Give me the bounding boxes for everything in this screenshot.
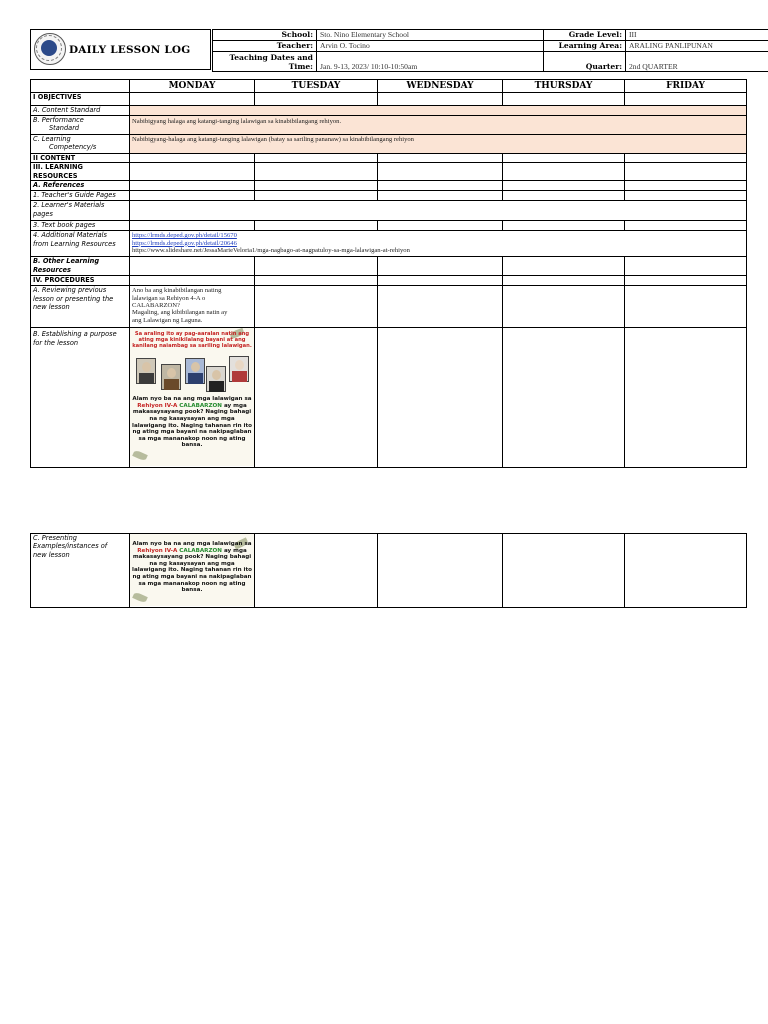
presenting-line-3: new lesson	[33, 550, 70, 559]
purpose-monday-cell	[130, 328, 255, 468]
collage-q-2c: ay mga	[223, 402, 247, 409]
collage2-q-8: bansa.	[181, 587, 203, 594]
teacher-guide-label: 1. Teacher's Guide Pages	[31, 191, 130, 201]
dates-label-line-2: Time:	[288, 61, 313, 71]
presenting-line-2: Examples/instances of	[33, 542, 108, 551]
other-resources-line-1: B. Other Learning	[33, 257, 100, 266]
row-learning-resources	[31, 163, 747, 181]
collage-q-5: lalawigang ito. Naging tahanan rin ito	[132, 422, 252, 429]
seal-center	[41, 40, 57, 56]
competency-label-line-2: Competency/s	[49, 143, 97, 152]
learner-materials-cell	[130, 201, 747, 221]
procedures-label: IV. PROCEDURES	[31, 276, 130, 286]
lesson-image-question	[130, 534, 254, 606]
row-performance-standard	[31, 116, 747, 135]
row-textbook	[31, 221, 747, 231]
leaf-decoration	[132, 450, 148, 462]
quarter-value: 2nd QUARTER	[626, 52, 768, 72]
lesson-log-table	[30, 79, 747, 468]
collage-q-3: makasaysayang pook? Naging bahagi	[132, 409, 252, 416]
collage2-q-3: makasaysayang pook? Naging bahagi	[132, 554, 252, 561]
row-establishing-purpose	[31, 328, 747, 468]
lrmds-link-1[interactable]: https://lrmds.deped.gov.ph/detail/15670	[132, 232, 237, 240]
other-resources-label	[31, 257, 130, 276]
purpose-label	[31, 328, 130, 468]
collage-heading-2: ating mga kinikilalang bayani at ang	[138, 337, 246, 344]
collage2-q-4: na ng kasaysayan ang mga	[149, 560, 235, 567]
learning-area-value: ARALING PANLIPUNAN	[626, 41, 768, 52]
presenting-monday-cell	[130, 534, 255, 608]
collage-q-2a: Rehiyon IV-A	[137, 402, 178, 409]
purpose-line-2: for the lesson	[33, 338, 79, 347]
dates-label-line-1: Teaching Dates and	[229, 52, 313, 62]
competency-label	[31, 135, 130, 154]
collage2-q-2c: ay mga	[223, 547, 247, 554]
objectives-label: I OBJECTIVES	[31, 93, 130, 106]
reviewing-monday-text	[130, 286, 255, 328]
collage2-q-2a: Rehiyon IV-A	[137, 547, 178, 554]
additional-materials-line-2: from Learning Resources	[33, 239, 116, 248]
row-teacher-guide	[31, 191, 747, 201]
header-row-school	[213, 30, 768, 41]
collage2-q-5: lalawigang ito. Naging tahanan rin ito	[132, 567, 252, 574]
performance-standard-label	[31, 116, 130, 135]
dates-label	[213, 52, 317, 72]
references-label: A. References	[31, 181, 130, 191]
collage-heading	[130, 331, 254, 349]
learning-resources-label: III. LEARNING RESOURCES	[31, 163, 130, 181]
collage-q-7: sa mga mananakop noon ng ating	[138, 435, 246, 442]
school-label: School:	[213, 30, 317, 41]
content-standard-cell	[130, 106, 747, 116]
day-header-row	[31, 80, 747, 93]
hero-portrait-5	[229, 356, 249, 382]
review-text-5: ang Lalawigan ng Laguna.	[132, 316, 203, 324]
purpose-line-1: B. Establishing a purpose	[33, 330, 117, 339]
review-text-1: Ano ba ang kinabibilangan nating	[132, 287, 222, 295]
review-text-3: CALABARZON?	[132, 302, 180, 310]
collage-heading-1: Sa araling ito ay pag-aaralan natin ang	[134, 331, 250, 338]
collage2-q-2b: CALABARZON	[179, 547, 222, 554]
collage2-q-6: ng ating mga bayani na nakipaglaban	[132, 573, 252, 580]
presenting-label	[31, 534, 130, 608]
lesson-log-table-continued	[30, 533, 747, 608]
row-learning-competency	[31, 135, 747, 154]
hero-portrait-2	[161, 364, 181, 390]
teacher-value: Arvin O. Tocino	[317, 41, 544, 52]
deped-seal-icon	[34, 33, 66, 65]
additional-materials-line-1: 4. Additional Materials	[33, 231, 107, 240]
school-value: Sto. Nino Elementary School	[317, 30, 544, 41]
dates-value: Jan. 9-13, 2023/ 10:10-10:50am	[317, 52, 544, 72]
competency-label-line-1: C. Learning	[33, 135, 71, 143]
performance-standard-text: Nabibigyang halaga ang katangi-tanging lalawigan sa kinabibilangang rehiyon.	[130, 116, 747, 135]
grade-value: III	[626, 30, 768, 41]
teacher-label: Teacher:	[213, 41, 317, 52]
content-label: II CONTENT	[31, 154, 130, 163]
reviewing-line-1: A. Reviewing previous	[33, 286, 107, 295]
collage-q-4: na ng kasaysayan ang mga	[149, 416, 235, 422]
day-wednesday: WEDNESDAY	[378, 80, 503, 93]
row-other-resources	[31, 257, 747, 276]
row-procedures	[31, 276, 747, 286]
hero-portrait-4	[206, 366, 226, 392]
row-objectives	[31, 93, 747, 106]
row-content	[31, 154, 747, 163]
learner-materials-line-2: pages	[33, 209, 53, 218]
competency-text: Nabibigyang-halaga ang katangi-tanging lalawigan (batay sa sariling pananaw) sa kinabibilangang rehiyon	[130, 135, 747, 154]
other-resources-line-2: Resources	[33, 265, 71, 274]
review-text-4: Magaling, ang kibibilangan natin ay	[132, 309, 228, 317]
hero-portrait-1	[136, 358, 156, 384]
review-text-2: lalawigan sa Rehiyon 4-A o	[132, 294, 206, 302]
grade-label: Grade Level:	[544, 30, 626, 41]
day-thursday: THURSDAY	[503, 80, 625, 93]
slideshare-link[interactable]: https://www.slideshare.net/JessaMarieVeloria1/mga-nagbago-at-nagpatuloy-sa-mga-lalawigan-at-rehiyon	[132, 247, 410, 255]
content-standard-label: A. Content Standard	[31, 106, 130, 116]
collage-q-8: bansa.	[181, 442, 203, 449]
header-info-table	[212, 29, 768, 72]
row-content-standard	[31, 106, 747, 116]
collage-q-2b: CALABARZON	[179, 402, 222, 409]
header-row-teacher	[213, 41, 768, 52]
reviewing-line-3: new lesson	[33, 303, 70, 312]
performance-label-line-2: Standard	[49, 124, 80, 133]
logo-box	[30, 29, 211, 70]
collage2-q-7: sa mga mananakop noon ng ating	[138, 580, 246, 587]
collage2-q-1: Alam nyo ba na ang mga lalawigan sa	[132, 541, 252, 547]
collage-question-repeat	[130, 541, 254, 594]
row-additional-materials	[31, 231, 747, 257]
lrmds-link-2[interactable]: https://lrmds.deped.gov.ph/detail/20646	[132, 239, 237, 247]
collage-heading-3: kanilang naiambag sa sariling lalawigan.	[132, 343, 252, 350]
day-monday: MONDAY	[130, 80, 255, 93]
row-reviewing	[31, 286, 747, 328]
lesson-image-heroes	[130, 328, 254, 466]
learner-materials-label	[31, 201, 130, 221]
collage-question	[130, 396, 254, 449]
additional-materials-label	[31, 231, 130, 257]
performance-label-line-1: B. Performance	[33, 116, 84, 124]
collage-q-1: Alam nyo ba na ang mga lalawigan sa	[132, 396, 252, 403]
reviewing-line-2: lesson or presenting the	[33, 294, 114, 303]
quarter-label: Quarter:	[544, 52, 626, 72]
header-row-dates	[213, 52, 768, 72]
row-presenting-examples	[31, 534, 747, 608]
reviewing-label	[31, 286, 130, 328]
day-tuesday: TUESDAY	[255, 80, 378, 93]
blank-header-cell	[31, 80, 130, 93]
row-learner-materials	[31, 201, 747, 221]
additional-materials-links	[130, 231, 747, 257]
hero-portrait-3	[185, 358, 205, 384]
row-references	[31, 181, 747, 191]
page-title: DAILY LESSON LOG	[69, 44, 191, 56]
day-friday: FRIDAY	[625, 80, 747, 93]
learning-area-label: Learning Area:	[544, 41, 626, 52]
textbook-label: 3. Text book pages	[31, 221, 130, 231]
presenting-line-1: C. Presenting	[33, 534, 77, 542]
learner-materials-line-1: 2. Learner's Materials	[33, 201, 105, 210]
collage-q-6: ng ating mga bayani na nakipaglaban	[132, 429, 252, 436]
